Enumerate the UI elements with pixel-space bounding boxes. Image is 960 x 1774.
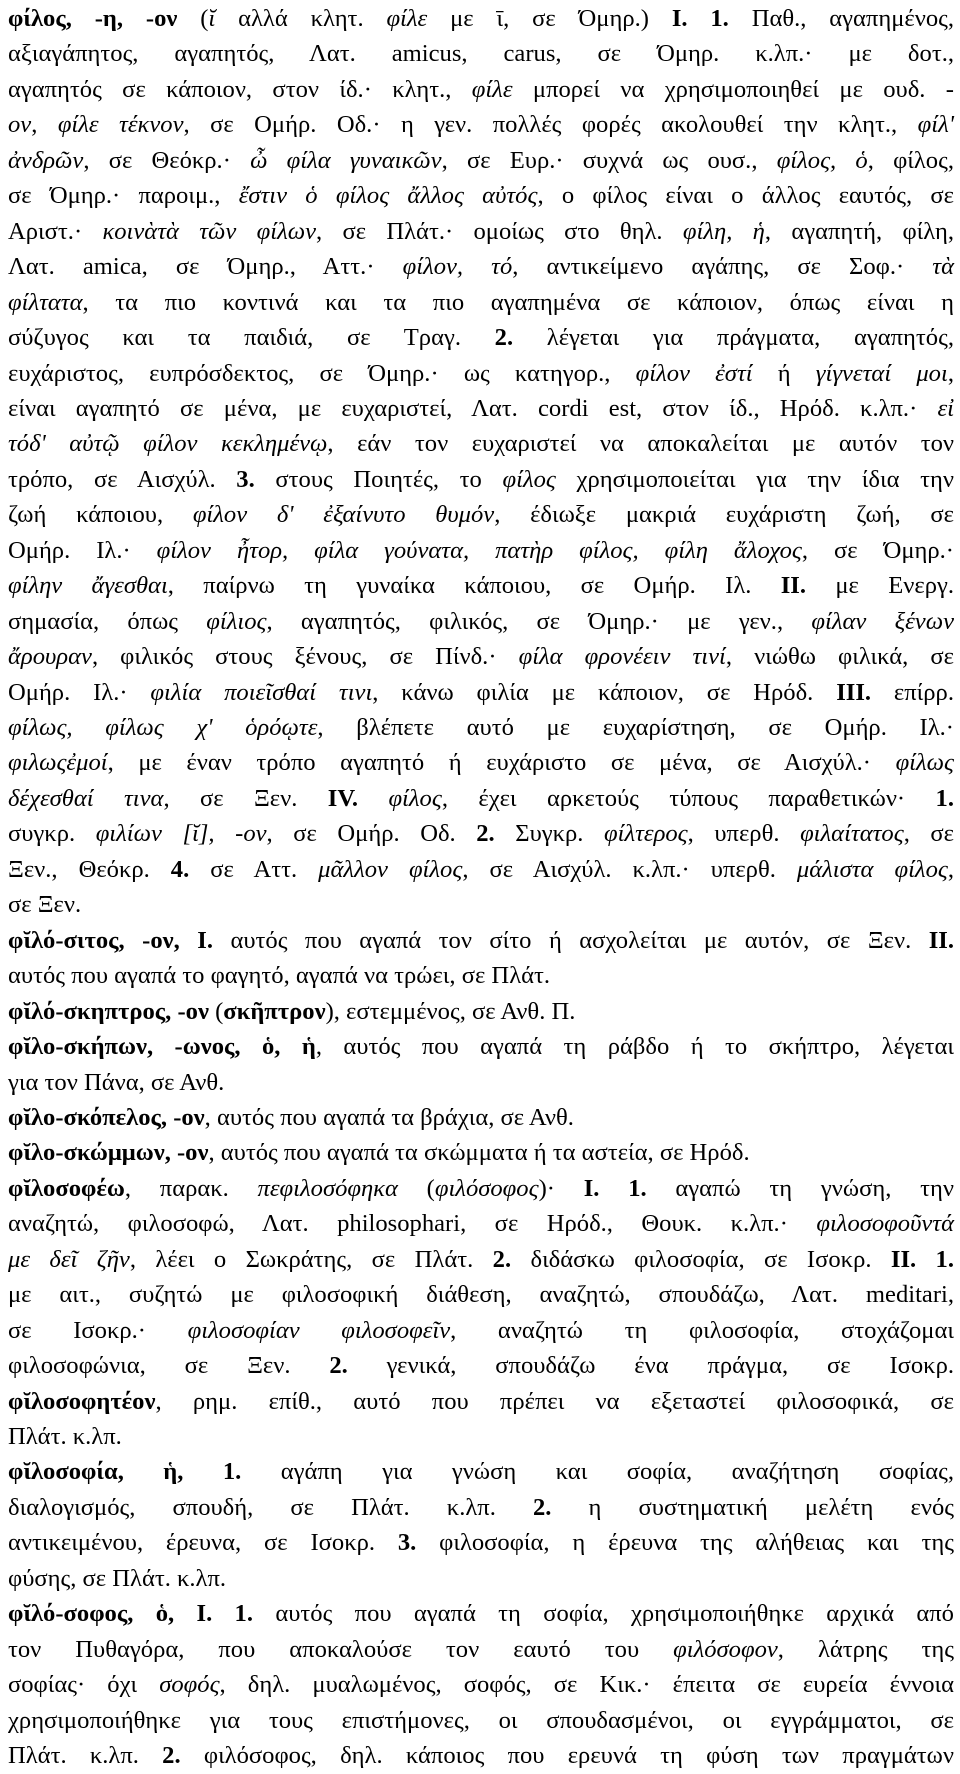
bold-segment: φῐλοσοφέω bbox=[8, 1174, 125, 1202]
text-segment: διαλογισμός, σπουδή, σε Πλάτ. κ.λπ. bbox=[8, 1493, 533, 1521]
text-segment: είναι αγαπητό σε μένα, με ευχαριστεί, Λατ. cordi est, στον ίδ., Ηρόδ. κ.λπ.· bbox=[8, 394, 938, 422]
text-segment: ( bbox=[208, 997, 224, 1025]
text-line bbox=[8, 1277, 954, 1313]
text-segment: Ομήρ. Ιλ.· bbox=[8, 536, 157, 564]
italic-segment: φίλε bbox=[471, 75, 513, 103]
bold-segment: III. bbox=[836, 678, 872, 706]
text-line bbox=[8, 604, 954, 640]
text-line bbox=[8, 958, 954, 994]
text-segment: αυτός που αγαπά το φαγητό, αγαπά να τρώει, σε Πλάτ. bbox=[8, 962, 551, 990]
text-segment: λέγεται για πράγματα, αγαπητός, bbox=[513, 324, 954, 352]
text-segment: , με έναν τρόπο αγαπητό ή ευχάριστο σε μένα, σε Αισχύλ.· bbox=[107, 749, 896, 777]
bold-segment: φῐλο-σκόπελος, -ον bbox=[8, 1103, 205, 1131]
bold-segment: 2. bbox=[329, 1352, 348, 1380]
text-line bbox=[8, 533, 954, 569]
text-segment: , αυτός που αγαπά τη ράβδο ή το σκήπτρο, λέγεται bbox=[315, 1033, 954, 1061]
text-segment: Αριστ.· bbox=[8, 217, 103, 245]
text-segment: αγάπη για γνώση και σοφία, αναζήτηση σοφίας, bbox=[241, 1458, 954, 1486]
text-segment: , σε bbox=[903, 820, 954, 848]
text-segment: ( bbox=[177, 5, 209, 32]
italic-segment: δέχεσθαί τινα bbox=[8, 784, 164, 812]
italic-segment: φίλε τέκνον bbox=[57, 111, 184, 139]
italic-segment: φίλος bbox=[502, 465, 556, 493]
text-segment: σε Αττ. bbox=[189, 855, 319, 883]
bold-segment: 1. bbox=[935, 784, 954, 812]
bold-segment: φῐλό-σιτος, -ον, I. bbox=[8, 926, 213, 954]
italic-segment: φιλοσοφίαν φιλοσοφεῖν bbox=[187, 1316, 451, 1344]
bold-segment: 3. bbox=[236, 465, 255, 493]
text-segment: , ρημ. επίθ., αυτό που πρέπει να εξεταστεί φιλοσοφικά, σε bbox=[155, 1387, 954, 1415]
text-line bbox=[8, 1667, 954, 1703]
italic-segment: φίλως, φίλως χ' ὁρόῳτε bbox=[8, 714, 318, 741]
text-segment: αναζητώ, φιλοσοφώ, Λατ. philosophari, σε Ηρόδ., Θουκ. κ.λπ.· bbox=[8, 1210, 817, 1238]
italic-segment: φίλον ἦτορ, φίλα γούνατα, πατὴρ φίλος, φίλη ἄλοχος bbox=[156, 536, 802, 564]
text-line bbox=[8, 107, 954, 143]
italic-segment: ῐ bbox=[208, 5, 216, 32]
italic-segment: φιλία ποιεῖσθαί τινι bbox=[150, 678, 373, 706]
text-segment: Ξεν., Θεόκρ. bbox=[8, 855, 171, 883]
italic-segment: φιλαίτατος bbox=[800, 820, 904, 848]
text-segment: συγκρ. bbox=[8, 820, 96, 848]
text-segment: , σε Όμηρ.· bbox=[801, 536, 954, 564]
text-line bbox=[8, 1313, 954, 1349]
italic-segment: φίλην ἄγεσθαι bbox=[8, 572, 168, 600]
text-segment: αγαπώ τη γνώση, την bbox=[646, 1174, 955, 1202]
italic-segment: μᾶλλον φίλος bbox=[318, 855, 463, 883]
text-segment: Συγκρ. bbox=[494, 820, 604, 848]
italic-segment: φιλοσοφοῦντά bbox=[816, 1210, 954, 1238]
bold-segment: II. 1. bbox=[890, 1245, 954, 1273]
text-segment: σε Όμηρ.· παροιμ., bbox=[8, 182, 239, 210]
italic-segment: φίλος, ὁ bbox=[776, 146, 868, 174]
text-segment: , βλέπετε αυτό με ευχαρίστηση, σε Ομήρ. Ιλ.· bbox=[317, 714, 954, 741]
text-segment: , κάνω φιλία με κάποιον, σε Ηρόδ. bbox=[372, 678, 837, 706]
text-segment: , τα πιο κοντινά και τα πιο αγαπημένα σε κάποιον, όπως είναι η bbox=[82, 288, 954, 316]
bold-segment: 2. bbox=[476, 820, 495, 848]
italic-segment: ὦ φίλα γυναικῶν bbox=[250, 146, 442, 174]
text-segment: χρησιμοποιήθηκε για τους επιστήμονες, οι σπουδασμένοι, οι εγγράμματοι, σε bbox=[8, 1706, 954, 1734]
text-line bbox=[8, 1384, 954, 1420]
bold-segment: 3. bbox=[397, 1529, 417, 1557]
text-line bbox=[8, 1242, 954, 1278]
italic-segment: ἄρουραν bbox=[8, 643, 92, 671]
text-line bbox=[8, 745, 954, 781]
bold-segment: φῐλοσοφία, ἡ, 1. bbox=[8, 1458, 242, 1486]
text-segment: Ομήρ. Ιλ.· bbox=[8, 678, 151, 706]
text-segment: αντικειμένου, έρευνα, σε Ισοκρ. bbox=[8, 1529, 398, 1557]
text-line bbox=[8, 923, 954, 959]
bold-segment: 2. bbox=[492, 1245, 512, 1273]
text-segment: επίρρ. bbox=[871, 678, 954, 706]
text-segment: φύσης, σε Πλάτ. κ.λπ. bbox=[8, 1564, 227, 1592]
italic-segment: φίλαν ξένων bbox=[811, 607, 954, 635]
text-segment: σε Ξεν. bbox=[8, 891, 82, 919]
text-segment: η συστηματική μελέτη ενός bbox=[551, 1493, 954, 1521]
bold-segment: I. 1. bbox=[583, 1174, 647, 1202]
text-line bbox=[8, 1171, 954, 1207]
text-line bbox=[8, 356, 954, 392]
text-line bbox=[8, 1525, 954, 1561]
italic-segment: φιλόσοφος bbox=[434, 1174, 539, 1202]
bold-segment: φῐλό-σοφος, ὁ, I. 1. bbox=[8, 1600, 254, 1628]
italic-segment: φιλίων [ῐ], -ον bbox=[95, 820, 267, 848]
text-segment: , αγαπητή, φίλη, bbox=[764, 217, 954, 245]
text-segment: , αυτός που αγαπά τα βράχια, σε Ανθ. bbox=[204, 1103, 574, 1131]
bold-segment: φῐλο-σκήπων, -ωνος, ὁ, ἡ bbox=[8, 1033, 316, 1061]
bold-segment: φίλος, -η, -ον bbox=[8, 5, 178, 32]
text-segment: , αναζητώ τη φιλοσοφία, στοχάζομαι bbox=[450, 1316, 954, 1344]
text-line bbox=[8, 143, 954, 179]
text-segment: φιλοσοφία, η έρευνα της αλήθειας και της bbox=[416, 1529, 954, 1557]
text-line bbox=[8, 852, 954, 888]
italic-segment: φιλωςἐμοί bbox=[8, 749, 108, 777]
italic-segment: με δεῖ ζῆν bbox=[8, 1245, 130, 1273]
text-segment: Πλάτ. κ.λπ. bbox=[8, 1742, 163, 1770]
text-line bbox=[8, 214, 954, 250]
text-segment: )· bbox=[538, 1174, 584, 1202]
text-line bbox=[8, 1100, 954, 1136]
text-line bbox=[8, 887, 954, 923]
text-line bbox=[8, 994, 954, 1030]
text-segment: σημασία, όπως bbox=[8, 607, 207, 635]
text-segment: , bbox=[947, 359, 954, 387]
text-segment bbox=[358, 785, 388, 812]
italic-segment: εἰ bbox=[937, 394, 954, 422]
text-line bbox=[8, 1454, 954, 1490]
text-line bbox=[8, 568, 954, 604]
italic-segment: ον bbox=[8, 111, 32, 139]
text-segment: τον Πυθαγόρα, που αποκαλούσε τον εαυτό του bbox=[8, 1635, 674, 1663]
text-segment: αυτός που αγαπά τη σοφία, χρησιμοποιήθηκε αρχικά από bbox=[253, 1600, 954, 1628]
italic-segment: φίλιος bbox=[206, 607, 267, 635]
text-line bbox=[8, 249, 954, 285]
text-line bbox=[8, 1419, 954, 1455]
text-line bbox=[8, 178, 954, 214]
bold-segment: 2. bbox=[162, 1742, 181, 1770]
italic-segment: σοφός bbox=[159, 1671, 220, 1699]
text-line bbox=[8, 1632, 954, 1668]
text-segment: αγαπητός σε κάποιον, στον ίδ.· κλητ., bbox=[8, 75, 472, 103]
italic-segment: φίλος bbox=[388, 784, 442, 812]
text-line bbox=[8, 426, 954, 462]
text-line bbox=[8, 1738, 954, 1774]
text-segment: ), εστεμμένος, σε Ανθ. Π. bbox=[325, 997, 576, 1025]
text-segment: με αιτ., συζητώ με φιλοσοφική διάθεση, αναζητώ, σπουδάζω, Λατ. meditari, bbox=[8, 1281, 954, 1309]
italic-segment: μάλιστα φίλος bbox=[796, 855, 948, 883]
text-segment: , υπερθ. bbox=[687, 820, 801, 848]
bold-segment: 4. bbox=[170, 855, 190, 883]
italic-segment: ἔστιν ὁ φίλος ἄλλος αὐτός bbox=[238, 182, 538, 210]
text-segment: , σε Ομήρ. Οδ.· η γεν. πολλές φορές ακολουθεί την κλητ., bbox=[183, 111, 918, 139]
italic-segment: κοινὰτὰ τῶν φίλων bbox=[102, 217, 317, 245]
text-segment: , φιλικός στους ξένους, σε Πίνδ.· bbox=[91, 643, 519, 671]
bold-segment: φῐλο-σκώμμων, -ον bbox=[8, 1139, 209, 1167]
bold-segment: I. 1. bbox=[671, 5, 729, 32]
text-segment: στους Ποιητές, το bbox=[254, 465, 503, 493]
italic-segment: πεφιλοσόφηκα bbox=[257, 1174, 398, 1202]
text-line bbox=[8, 285, 954, 321]
text-line bbox=[8, 462, 954, 498]
text-segment: μπορεί να χρησιμοποιηθεί με ουδ. - bbox=[512, 75, 954, 103]
text-segment: Λατ. amica, σε Όμηρ., Αττ.· bbox=[8, 253, 403, 281]
bold-segment: 2. bbox=[532, 1493, 552, 1521]
text-segment: ευχάριστος, ευπρόσδεκτος, σε Όμηρ.· ως κατηγορ., bbox=[8, 359, 636, 387]
text-line bbox=[8, 675, 954, 711]
italic-segment: φίλτερος bbox=[604, 820, 688, 848]
text-segment: σοφίας· όχι bbox=[8, 1671, 160, 1699]
italic-segment: φίλη, ἡ bbox=[682, 217, 765, 245]
text-segment: , λέει ο Σωκράτης, σε Πλάτ. bbox=[129, 1245, 493, 1273]
text-segment: αξιαγάπητος, αγαπητός, Λατ. amicus, carus, σε Όμηρ. κ.λπ.· με δοτ., bbox=[8, 40, 954, 68]
text-segment: ζωή κάποιου, bbox=[8, 501, 193, 529]
text-segment: , έδιωξε μακριά ευχάριστη ζωή, σε bbox=[494, 501, 955, 529]
text-segment: αυτός που αγαπά τον σίτο ή ασχολείται με αυτόν, σε Ξεν. bbox=[212, 926, 929, 954]
bold-segment: IV. bbox=[327, 784, 359, 812]
text-segment: , εάν τον ευχαριστεί να αποκαλείται με αυτόν τον bbox=[327, 430, 954, 458]
text-segment: , νιώθω φιλικά, σε bbox=[725, 643, 954, 671]
text-segment: αλλά κλητ. bbox=[215, 5, 387, 32]
text-line bbox=[8, 1029, 954, 1065]
text-segment: , αυτός που αγαπά τα σκώμματα ή τα αστεία, σε Ηρόδ. bbox=[208, 1139, 750, 1167]
text-segment: Πλάτ. κ.λπ. bbox=[8, 1423, 122, 1450]
italic-segment: ἀνδρῶν bbox=[8, 146, 84, 174]
text-line bbox=[8, 320, 954, 356]
text-segment: , bbox=[947, 855, 954, 883]
italic-segment: τόδ' αὐτῷ φίλον κεκλημένῳ bbox=[8, 430, 328, 458]
text-line bbox=[8, 1561, 954, 1597]
italic-segment: φίλα φρονέειν τινί bbox=[518, 643, 726, 671]
text-segment: γενικά, σπουδάζω ένα πράγμα, σε Ισοκρ. bbox=[347, 1352, 955, 1380]
text-line bbox=[8, 1206, 954, 1242]
italic-segment: φίλως bbox=[895, 749, 954, 777]
text-segment: , έχει αρκετούς τύπους παραθετικών· bbox=[441, 784, 936, 812]
text-segment: , σε Αισχύλ. κ.λπ.· υπερθ. bbox=[462, 855, 797, 883]
text-segment: ή bbox=[752, 359, 816, 387]
italic-segment: φίλον δ' ἐξαίνυτο θυμόν bbox=[192, 501, 495, 529]
text-segment: σύζυγος και τα παιδιά, σε Τραγ. bbox=[8, 324, 495, 352]
text-segment: , δηλ. μυαλωμένος, σοφός, σε Κικ.· έπειτα σε ευρεία έννοια bbox=[219, 1671, 955, 1699]
italic-segment: φίλτατα bbox=[8, 288, 83, 316]
text-segment: διδάσκω φιλοσοφία, σε Ισοκρ. bbox=[511, 1245, 891, 1273]
text-line bbox=[8, 781, 954, 817]
italic-segment: φιλόσοφον bbox=[673, 1635, 778, 1663]
text-segment: για τον Πάνα, σε Ανθ. bbox=[8, 1068, 225, 1096]
text-segment: Παθ., αγαπημένος, bbox=[728, 5, 955, 32]
bold-segment: II. bbox=[780, 572, 807, 600]
text-line bbox=[8, 72, 954, 108]
text-line bbox=[8, 1348, 954, 1384]
italic-segment: φίλε bbox=[386, 5, 428, 32]
italic-segment: φίλ' bbox=[917, 111, 955, 139]
bold-segment: φῐλό-σκηπτρος, -ον bbox=[8, 997, 209, 1025]
bold-segment: II. bbox=[928, 926, 954, 954]
text-line bbox=[8, 391, 954, 427]
text-segment: , αγαπητός, φιλικός, σε Όμηρ.· με γεν., bbox=[266, 607, 812, 635]
text-segment: , σε Ευρ.· συχνά ως ουσ., bbox=[441, 146, 777, 174]
text-segment: , λάτρης της bbox=[777, 1635, 954, 1663]
text-segment: τρόπο, σε Αισχύλ. bbox=[8, 465, 237, 493]
text-line bbox=[8, 710, 954, 746]
italic-segment: φίλον ἐστί bbox=[635, 359, 753, 387]
text-line bbox=[8, 1490, 954, 1526]
text-segment: , παρακ. bbox=[124, 1174, 258, 1202]
text-segment: , αντικείμενο αγάπης, σε Σοφ.· bbox=[512, 253, 933, 281]
text-segment: , bbox=[31, 111, 58, 139]
text-line bbox=[8, 1703, 954, 1739]
text-line bbox=[8, 36, 954, 72]
text-segment: με Ενεργ. bbox=[806, 572, 954, 600]
bold-segment: φῐλοσοφητέον bbox=[8, 1387, 156, 1415]
text-line bbox=[8, 639, 954, 675]
bold-segment: σκῆπτρον bbox=[223, 997, 326, 1025]
text-line bbox=[8, 497, 954, 533]
italic-segment: γίγνεταί μοι bbox=[815, 359, 948, 387]
bold-segment: 2. bbox=[494, 324, 514, 352]
text-segment: , σε Ομήρ. Οδ. bbox=[266, 820, 477, 848]
text-line bbox=[8, 1135, 954, 1171]
text-segment: , σε Ξεν. bbox=[163, 784, 328, 812]
text-segment: , σε Θεόκρ.· bbox=[83, 146, 251, 174]
text-segment: φιλόσοφος, δηλ. κάποιος που ερευνά τη φύση των πραγμάτων bbox=[180, 1742, 954, 1770]
text-line bbox=[8, 1, 954, 37]
text-segment: , σε Πλάτ.· ομοίως στο θηλ. bbox=[316, 217, 683, 245]
text-segment: χρησιμοποιείται για την ίδια την bbox=[555, 465, 954, 493]
italic-segment: φίλον, τό bbox=[402, 253, 513, 281]
text-segment: ( bbox=[397, 1174, 435, 1202]
text-segment: φιλοσοφώνια, σε Ξεν. bbox=[8, 1352, 330, 1380]
text-segment: , φίλος, bbox=[867, 146, 954, 174]
text-segment: , ο φίλος είναι ο άλλος εαυτός, σε bbox=[537, 182, 954, 210]
text-segment: σε Ισοκρ.· bbox=[8, 1316, 188, 1344]
text-line bbox=[8, 1065, 954, 1101]
text-segment: , παίρνω τη γυναίκα κάποιου, σε Ομήρ. Ιλ. bbox=[167, 572, 781, 600]
italic-segment: τὰ bbox=[932, 253, 955, 281]
text-line bbox=[8, 816, 954, 852]
text-segment: με ῑ, σε Όμηρ.) bbox=[427, 5, 672, 32]
text-line bbox=[8, 1596, 954, 1632]
